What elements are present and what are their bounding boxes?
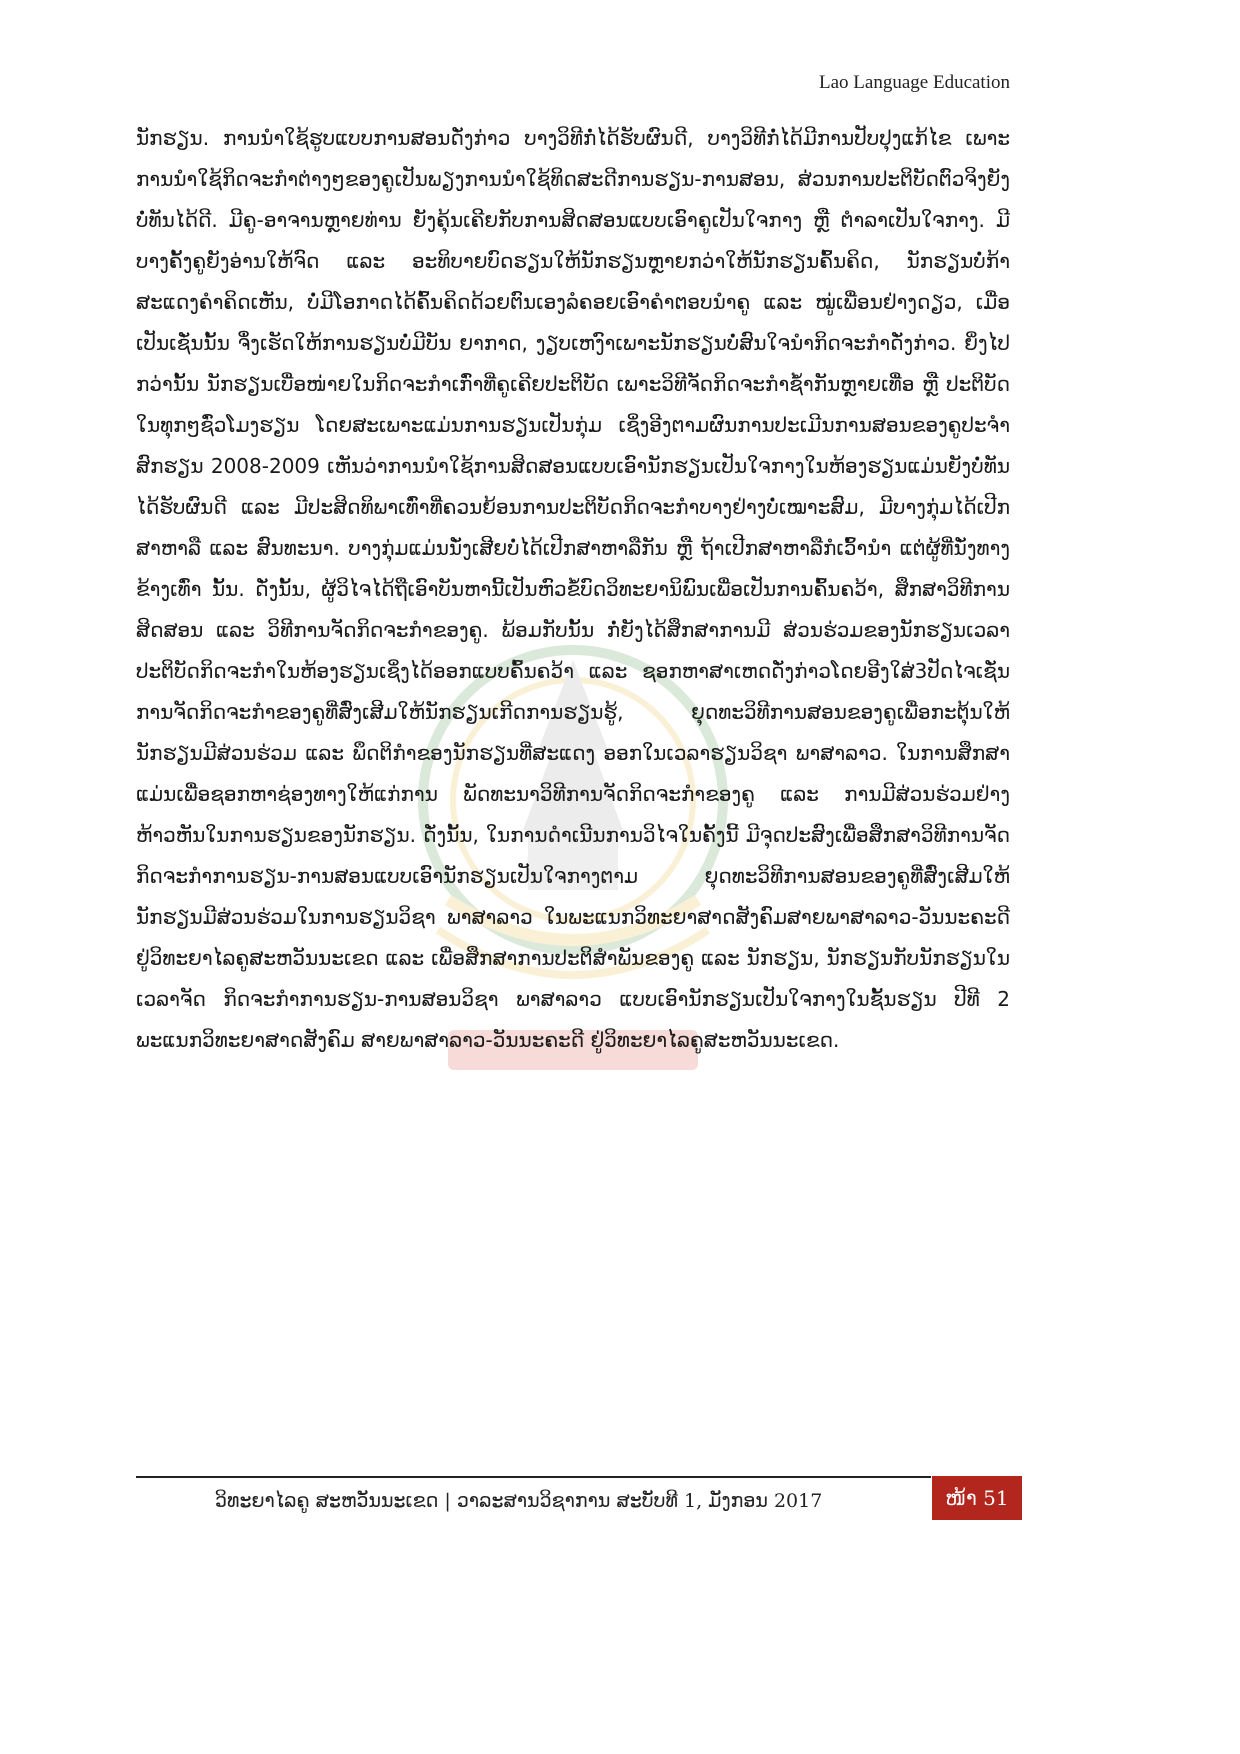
- page-number-badge: ໜ້າ 51: [932, 1476, 1022, 1520]
- footer-journal-line: ວິທະຍາໄລຄູ ສະຫວັນນະເຂດ | ວາລະສານວິຊາການ ສະບັບທີ 1, ມັງກອນ 2017: [215, 1490, 823, 1512]
- body-paragraph: ນັກຮຽນ. ການນຳໃຊ້ຮູບແບບການສອນດັ່ງກ່າວ ບາງວິທີກໍ່ໄດ້ຮັບຜົນດີ, ບາງວິທີກໍ່ໄດ້ມີການປັບປຸງແກ້ໄຂ ເພາະການນຳໃຊ້ກິດຈະກຳຕ່າງໆຂອງຄູເປັນພຽງການນຳໃຊ້ທິດສະດີການຮຽນ-ການສອນ, ສ່ວນການປະຕິບັດຕົວຈິງຍັງບໍ່ທັນໄດ້ດີ. ມີຄູ-ອາຈານຫຼາຍທ່ານ ຍັງຄຸ້ນເຄີຍກັບການສິດສອນແບບເອົາຄູເປັນໃຈກາງ ຫຼື ຕຳລາເປັນໃຈກາງ. ມີບາງຄັ້ງຄູຍັງອ່ານໃຫ້ຈົດ ແລະ ອະທິບາຍບົດຮຽນໃຫ້ນັກຮຽນຫຼາຍກວ່າໃຫ້ນັກຮຽນຄົ້ນຄິດ, ນັກຮຽນບໍ່ກ້າສະແດງຄຳຄິດເຫັນ, ບໍ່ມີໂອກາດໄດ້ຄົ້ນຄິດດ້ວຍຕົນເອງລໍຄອຍເອົາຄຳຕອບນຳຄູ ແລະ ໝູ່ເພື່ອນຢ່າງດຽວ, ເມື່ອເປັນເຊັ່ນນັ້ນ ຈຶ່ງເຮັດໃຫ້ການຮຽນບໍ່ມີບັນ ຍາກາດ, ງຽບເຫງົາເພາະນັກຮຽນບໍ່ສົນໃຈນຳກິດຈະກຳດັ່ງກ່າວ. ຍິ່ງໄປກວ່ານັ້ນ ນັກຮຽນເບື່ອໜ່າຍໃນກິດຈະກຳເກົ່າທີ່ຄູເຄີຍປະຕິບັດ ເພາະວິທີຈັດກິດຈະກຳຊ້ຳກັນຫຼາຍເທື່ອ ຫຼື ປະຕິບັດໃນທຸກໆຊົ່ວໂມງຮຽນ ໂດຍສະເພາະແມ່ນການຮຽນເປັນກຸ່ມ ເຊິ່ງອີງຕາມຜົນການປະເມີນການສອນຂອງຄູປະຈຳສົກຮຽນ 2008-2009 ເຫັນວ່າການນຳໃຊ້ການສິດສອນແບບເອົານັກຮຽນເປັນໃຈກາງໃນຫ້ອງຮຽນແມ່ນຍັງບໍ່ທັນໄດ້ຮັບຜົນດີ ແລະ ມີປະສິດທິພາເທົ່າທີ່ຄວນຍ້ອນການປະຕິບັດກິດຈະກຳບາງຢ່າງບໍ່ເໝາະສົມ, ມີບາງກຸ່ມໄດ້ເປີກສາຫາລື ແລະ ສົນທະນາ. ບາງກຸ່ມແມ່ນນັ່ງເສີຍບໍ່ໄດ້ເປີກສາຫາລືກັນ ຫຼື ຖ້າເປີກສາຫາລືກໍເວົ້ານຳ ແຕ່ຜູ້ທີ່ນັ່ງທາງຂ້າງເທົ່າ ນັ້ນ. ດັ່ງນັ້ນ, ຜູ້ວິໄຈໄດ້ຖືເອົາບັນຫານີ້ເປັນຫົວຂໍ້ບົດວິທະຍານິພົນເພື່ອເປັນການຄົ້ນຄວ້າ, ສຶກສາວິທີການສິດສອນ ແລະ ວິທີການຈັດກິດຈະກຳຂອງຄູ. ພ້ອມກັບນັ້ນ ກໍ່ຍັງໄດ້ສຶກສາການມີ ສ່ວນຮ່ວມຂອງນັກຮຽນເວລາປະຕິບັດກິດຈະກຳໃນຫ້ອງຮຽນເຊິ່ງໄດ້ອອກແບບຄົ້ນຄວ້າ ແລະ ຊອກຫາສາເຫດດັ່ງກ່າວໂດຍອີງໃສ່3ປັດໄຈເຊັ່ນ ການຈັດກິດຈະກຳຂອງຄູທີ່ສົ່ງເສີມໃຫ້ນັກຮຽນເກີດການຮຽນຮູ້, ຍຸດທະວິທີການສອນຂອງຄູເພື່ອກະຕຸ້ນໃຫ້ນັກຮຽນມີສ່ວນຮ່ວມ ແລະ ພຶດຕິກຳຂອງນັກຮຽນທີ່ສະແດງ ອອກໃນເວລາຮຽນວິຊາ ພາສາລາວ. ໃນການສຶກສາແມ່ນເພື່ອຊອກຫາຊ່ອງທາງໃຫ້ແກ່ການ ພັດທະນາວິທີການຈັດກິດຈະກຳຂອງຄູ ແລະ ການມີສ່ວນຮ່ວມຢ່າງຫ້າວຫັນໃນການຮຽນຂອງນັກຮຽນ. ດັ່ງນັ້ນ, ໃນການດຳເນີນການວິໄຈໃນຄັ້ງນີ້ ມີຈຸດປະສົງເພື່ອສຶກສາວິທີການຈັດກິດຈະກຳການຮຽນ-ການສອນແບບເອົານັກຮຽນເປັນໃຈກາງຕາມ ຍຸດທະວິທີການສອນຂອງຄູທີ່ສົ່ງເສີມໃຫ້ນັກຮຽນມີສ່ວນຮ່ວມໃນການຮຽນວິຊາ ພາສາລາວ ໃນພະແນກວິທະຍາສາດສັງຄົມສາຍພາສາລາວ-ວັນນະຄະດີ ຢູ່ວິທະຍາໄລຄູສະຫວັນນະເຂດ ແລະ ເພື່ອສຶກສາການປະຕິສຳພັນຂອງຄູ ແລະ ນັກຮຽນ, ນັກຮຽນກັບນັກຮຽນໃນເວລາຈັດ ກິດຈະກຳການຮຽນ-ການສອນວິຊາ ພາສາລາວ ແບບເອົານັກຮຽນເປັນໃຈກາງໃນຊັ້ນຮຽນ ປີທີ 2 ພະແນກວິທະຍາສາດສັງຄົມ ສາຍພາສາລາວ-ວັນນະຄະດີ ຢູ່ວິທະຍາໄລຄູສະຫວັນນະເຂດ.: [136, 126, 1010, 1052]
- footer-divider: [136, 1476, 931, 1478]
- running-header: Lao Language Education: [819, 72, 1010, 93]
